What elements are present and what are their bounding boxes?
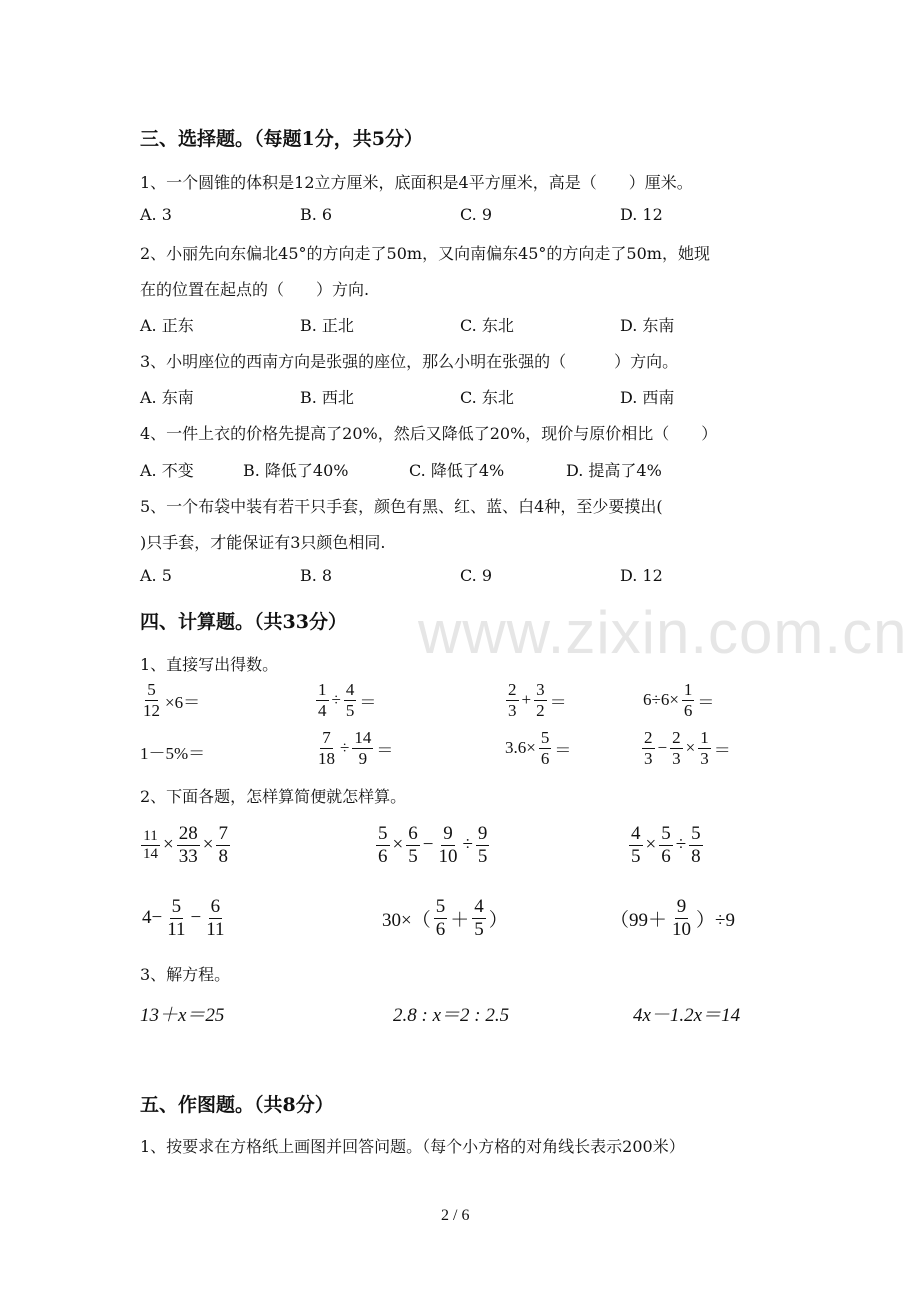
equation-3: 4x－1.2x＝14	[633, 1005, 741, 1026]
direct-expr-6: $\frac{7}{18}$ ÷ $\frac{14}{9}$ ＝	[318, 728, 394, 768]
q5-option-a: A. 5	[140, 566, 172, 585]
direct-expr-7: 3.6× $\frac{5}{6}$ ＝	[505, 728, 572, 768]
direct-expr-2: $\frac{1}{4}$ ÷ $\frac{4}{5}$ ＝	[318, 680, 377, 720]
q1-option-b: B. 6	[300, 205, 333, 224]
q1-option-c: C. 9	[460, 205, 493, 224]
direct-expr-1: $\frac{5}{12}$ ×6＝	[143, 680, 201, 720]
simplify-expr-3: $\frac{4}{5}$ × $\frac{5}{6}$ ÷ $\frac{5}{8}$	[631, 823, 701, 867]
direct-expr-4: 6÷6× $\frac{1}{6}$ ＝	[643, 680, 715, 720]
q5-option-c: C. 9	[460, 566, 493, 585]
section5-title: 五、作图题。（共8分）	[140, 1094, 334, 1116]
q1-option-a: A. 3	[140, 205, 172, 224]
direct-expr-5: 1－5%＝	[140, 744, 206, 763]
equation-1: 13＋x＝25	[140, 1005, 225, 1026]
q3-option-a: A. 东南	[140, 388, 194, 407]
simplify-expr-1: $\frac{11}{14}$ × $\frac{28}{33}$ × $\frac{7}{8}$	[143, 823, 228, 867]
drawing-q1-text: 1、按要求在方格纸上画图并回答问题。（每个小方格的对角线长表示200米）	[140, 1137, 685, 1156]
section3-title: 三、选择题。（每题1分，共5分）	[140, 128, 423, 150]
equation-2: 2.8 : x＝2 : 2.5	[393, 1005, 510, 1026]
page-number: 2 / 6	[441, 1207, 470, 1224]
q3-option-c: C. 东北	[460, 388, 514, 407]
q5-line2: )只手套，才能保证有3只颜色相同.	[140, 533, 386, 552]
direct-expr-3: $\frac{2}{3}$ + $\frac{3}{2}$ ＝	[508, 680, 567, 720]
direct-expr-8: $\frac{2}{3}$ − $\frac{2}{3}$ × $\frac{1}{3}$ ＝	[644, 728, 731, 768]
q4-option-d: D. 提高了4%	[566, 461, 662, 480]
simplify-expr-5: 30×（ $\frac{5}{6}$ ＋ $\frac{4}{5}$ ）	[382, 896, 508, 940]
q2-option-b: B. 正北	[300, 316, 354, 335]
calc-part3-label: 3、解方程。	[140, 965, 231, 984]
q4-text: 4、一件上衣的价格先提高了20%，然后又降低了20%，现价与原价相比（ ）	[140, 424, 718, 443]
q3-option-d: D. 西南	[620, 388, 675, 407]
section4-title: 四、计算题。（共33分）	[140, 611, 347, 633]
simplify-expr-4: 4− $\frac{5}{11}$ − $\frac{6}{11}$	[142, 896, 225, 940]
q2-option-a: A. 正东	[140, 316, 194, 335]
q2-line1: 2、小丽先向东偏北45°的方向走了50m，又向南偏东45°的方向走了50m，她现	[140, 244, 710, 263]
q3-text: 3、小明座位的西南方向是张强的座位，那么小明在张强的（ ）方向。	[140, 352, 679, 371]
calc-part1-label: 1、直接写出得数。	[140, 655, 279, 674]
q4-option-c: C. 降低了4%	[409, 461, 505, 480]
q5-line1: 5、一个布袋中装有若干只手套，颜色有黑、红、蓝、白4种，至少要摸出(	[140, 497, 663, 516]
q5-option-d: D. 12	[620, 566, 663, 585]
q3-option-b: B. 西北	[300, 388, 354, 407]
q2-option-d: D. 东南	[620, 316, 675, 335]
q5-option-b: B. 8	[300, 566, 333, 585]
q4-option-a: A. 不变	[140, 461, 194, 480]
simplify-expr-6: （99＋ $\frac{9}{10}$ ）÷9	[610, 896, 735, 940]
q1-text: 1、一个圆锥的体积是12立方厘米，底面积是4平方厘米，高是（ ）厘米。	[140, 173, 693, 192]
q4-option-b: B. 降低了40%	[243, 461, 349, 480]
q2-line2: 在的位置在起点的（ ）方向.	[140, 280, 370, 299]
q1-option-d: D. 12	[620, 205, 663, 224]
calc-part2-label: 2、下面各题，怎样算简便就怎样算。	[140, 787, 407, 806]
watermark: www.zixin.com.cn	[418, 599, 908, 666]
q2-option-c: C. 东北	[460, 316, 514, 335]
simplify-expr-2: $\frac{5}{6}$ × $\frac{6}{5}$ − $\frac{9}{10}$ ÷ $\frac{9}{5}$	[378, 823, 488, 867]
